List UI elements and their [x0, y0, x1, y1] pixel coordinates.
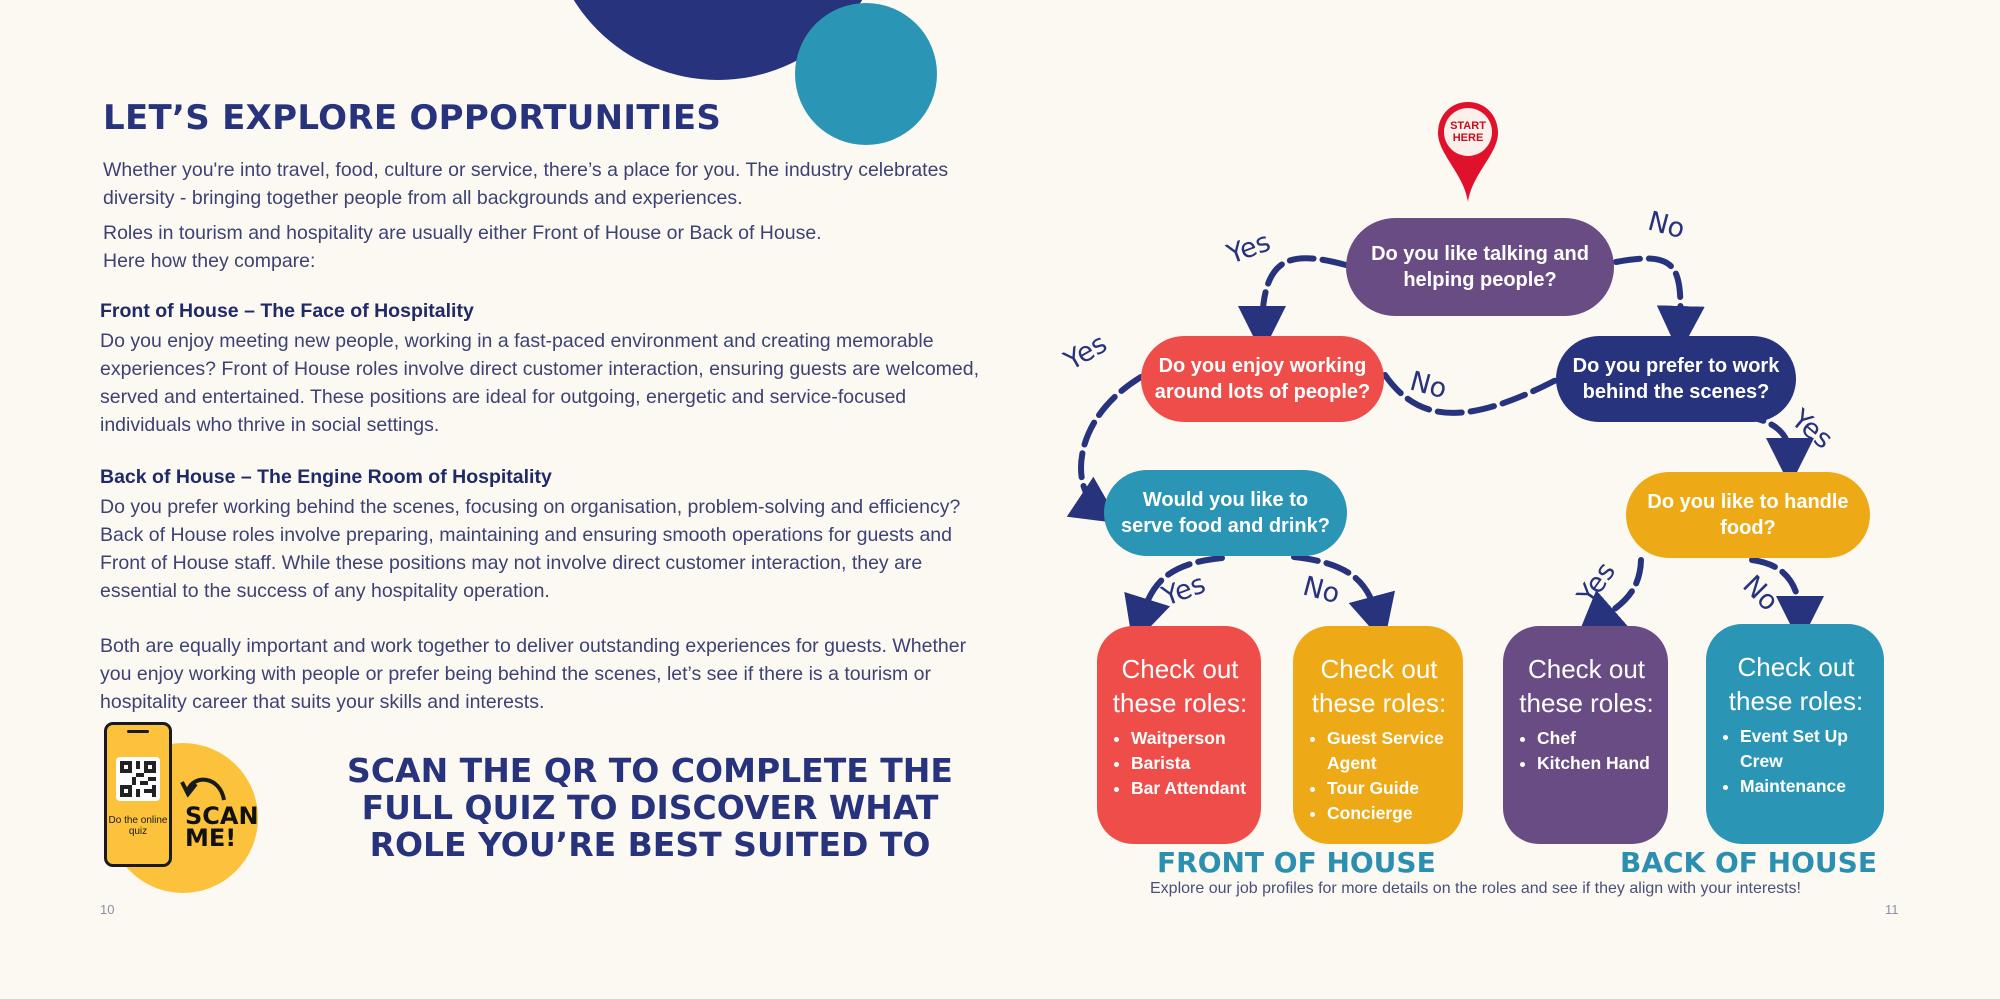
- boh-heading: Back of House – The Engine Room of Hospitality: [100, 466, 552, 488]
- roles-card-title: Check out these roles:: [1728, 652, 1864, 716]
- compare-line-2: Here how they compare:: [103, 250, 316, 272]
- roles-card-event-setup: [1706, 624, 1884, 844]
- role-item: • Kitchen Hand: [1537, 751, 1656, 776]
- yes-label-q3: Yes: [1785, 403, 1839, 456]
- no-label-q2: No: [1406, 365, 1451, 406]
- phone-caption: Do the online quiz: [108, 815, 168, 837]
- question-behind-scenes: Do you prefer to work behind the scenes?: [1556, 336, 1796, 422]
- compare-line-1: Roles in tourism and hospitality are usually either Front of House or Back of House.: [103, 222, 822, 244]
- yes-label-q2: Yes: [1059, 328, 1113, 377]
- yes-label-q1: Yes: [1223, 226, 1275, 271]
- scan-me-text: SCAN ME!: [185, 802, 259, 852]
- role-item: • Maintenance: [1740, 774, 1872, 799]
- question-handle-food: Do you like to handle food?: [1626, 472, 1870, 558]
- page-number-left: 10: [100, 902, 115, 917]
- roles-card-waitperson: [1097, 626, 1261, 844]
- roles-card-chef: [1503, 626, 1668, 844]
- back-of-house-label: BACK OF HOUSE: [1620, 846, 1877, 879]
- roles-card-title: Check out these roles:: [1519, 654, 1654, 718]
- page-number-right: 11: [1885, 902, 1899, 917]
- qr-call-to-action: SCAN THE QR TO COMPLETE THE FULL QUIZ TO DISCOVER WHAT ROLE YOU’RE BEST SUITED TO: [347, 751, 953, 864]
- foh-body: Do you enjoy meeting new people, working in a fast-paced environment and creating memorable experiences? Front of House roles involve direct customer interaction, ensuring guests are welcomed, served and entertained. These positions are ideal for outgoing, energetic and service-focused individuals who thrive in social settings.: [100, 330, 980, 436]
- role-item: • Tour Guide: [1327, 776, 1451, 801]
- question-talking-helping: Do you like talking and helping people?: [1346, 218, 1614, 316]
- roles-card-title: Check out these roles:: [1311, 654, 1447, 718]
- intro-text: Whether you're into travel, food, culture or service, there’s a place for you. The industry celebrates diversity - bringing together people from all backgrounds and experiences.: [103, 159, 949, 209]
- question-lots-of-people: Do you enjoy working around lots of people?: [1141, 336, 1384, 422]
- role-item: • Concierge: [1327, 801, 1451, 826]
- page-title: LET’S EXPLORE OPPORTUNITIES: [103, 98, 722, 138]
- role-item: • Bar Attendant: [1131, 776, 1249, 801]
- no-label-q1: No: [1644, 205, 1689, 246]
- no-label-q5: No: [1736, 569, 1785, 618]
- closing-text: Both are equally important and work together to deliver outstanding experiences for guests. Whether you enjoy working with people or prefer being behind the scenes, let’s see if there is a tourism or hospitality career that suits your skills and interests.: [100, 635, 967, 713]
- role-item: • Guest Service Agent: [1327, 726, 1451, 776]
- front-of-house-label: FRONT OF HOUSE: [1157, 846, 1436, 879]
- role-item: • Chef: [1537, 726, 1656, 751]
- yes-label-q4: Yes: [1158, 568, 1210, 613]
- question-serve-food-drink: Would you like to serve food and drink?: [1104, 470, 1347, 556]
- yes-label-q5: Yes: [1571, 556, 1622, 611]
- start-here-label: START HERE: [1450, 120, 1486, 144]
- footer-note: Explore our job profiles for more details on the roles and see if they align with your interests!: [1150, 880, 1801, 897]
- role-item: • Barista: [1131, 751, 1249, 776]
- no-label-q4: No: [1299, 570, 1344, 611]
- role-item: • Event Set Up Crew: [1740, 724, 1872, 774]
- roles-card-title: Check out these roles:: [1112, 654, 1248, 718]
- roles-card-guest-service: [1293, 626, 1463, 844]
- foh-heading: Front of House – The Face of Hospitality: [100, 300, 474, 322]
- role-item: • Waitperson: [1131, 726, 1249, 751]
- boh-body: Do you prefer working behind the scenes, focusing on organisation, problem-solving and efficiency? Back of House roles involve preparing, maintaining and ensuring smooth operations for guests and Front of House staff. While these positions may not involve direct customer interaction, they are essential to the success of any hospitality operation.: [100, 496, 961, 602]
